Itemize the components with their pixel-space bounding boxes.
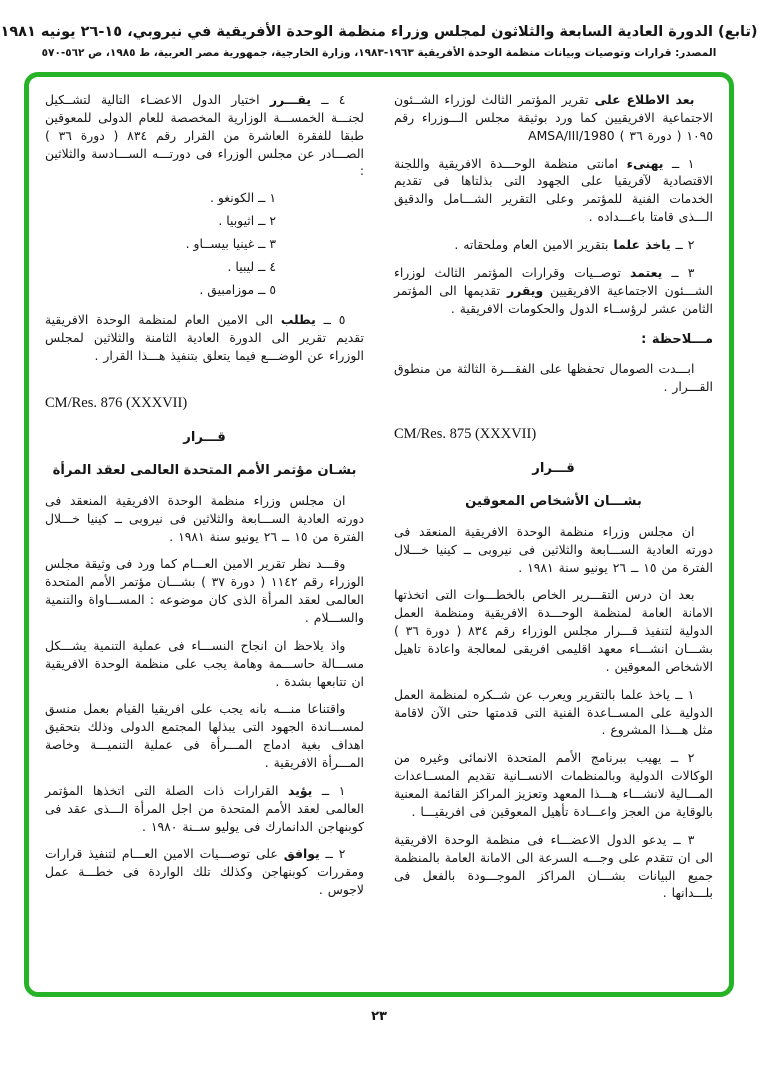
page-number: ٢٣ <box>371 1009 387 1024</box>
note-heading <box>394 331 713 350</box>
list-item: ٢ ــ اثيوبيا . <box>218 213 276 229</box>
text-segment: CM/Res. 876 (XXXVII) <box>45 394 188 411</box>
column-right <box>394 91 713 984</box>
bold-text-segment: ياخذ علما <box>613 237 671 253</box>
text-segment: واقتناعا منـــه بانه يجب على افريقيا القيام بعمل منسق لمســـاندة الجهود التى يبذلها المجتمع الدولى وذلك بتحقيق اهداف بغية ادماج المـــرأة فى عملية التنميـــة وخاصة المـــرأة الافريقية . <box>45 701 364 771</box>
text-segment: توصــيات وقرارات المؤتمر الثالث لوزراء الشـــئون الاجتماعية الافريقيين <box>394 264 713 298</box>
text-segment: AMSA/III/1980 <box>528 127 615 143</box>
text-segment: CM/Res. 875 (XXXVII) <box>394 425 537 442</box>
resolution-heading <box>394 461 713 476</box>
text-segment: ١ ــ <box>663 155 695 171</box>
text-segment: اختيار الدول الاعضـاء التالية لتشــكيل لجنـــة الخمســـة الوزارية المخصصة للعام الدولى للمعوقين طبقا للفقرة العاشرة من القرار رقم ٨٣٤ ( دورة ٣٦ ) الصـــادر عن مجلس الوزراء فى دورتـــه الســـادسة والثلاثين : <box>45 92 364 179</box>
bold-text-segment: قـــرار <box>532 460 575 476</box>
bold-text-segment: ويقرر <box>507 282 544 298</box>
paragraph <box>394 264 713 318</box>
text-segment: امانتى منظمة الوحـــدة الافريقية واللجنة الاقتصادية لآفريقيا على الجهود التى بذلتاها فى تقديم الخدمات الفنية للمؤتمر وعلى التقرير الشـــامل والدقيق الـــذى قامتا باعـــداده . <box>394 155 713 225</box>
bold-text-segment: بشـان مؤتمر الأمم المتحدة العالمى لعقد المرأة <box>52 462 357 478</box>
text-segment: ان مجلس وزراء منظمة الوحدة الافريقية المنعقد فى دورته العادية الســـابعة والثلاثين فى نيروبى ــ كينيا خـــلال الفترة من ١٥ ــ ٢٦ يونيو سنة ١٩٨١ . <box>394 523 713 575</box>
list-item: ٣ ــ غينيا بيســاو . <box>185 236 276 252</box>
header-title: (تابع) الدورة العادية السابعة والثلاثون لمجلس وزراء منظمة الوحدة الأفريقية في نيروبي، ١٥-٢٦ يونيه ١٩٨١ <box>0 24 758 40</box>
list-item: ٥ ــ موزامبيق . <box>199 282 276 298</box>
paragraph <box>45 637 364 691</box>
text-segment: ٣ ــ <box>662 264 695 280</box>
resolution-number <box>394 426 713 443</box>
bold-text-segment: يؤيد <box>288 782 313 798</box>
bold-text-segment: يطلب <box>280 312 316 328</box>
bold-text-segment: يعتمد <box>630 264 663 280</box>
paragraph <box>394 686 713 740</box>
paragraph <box>394 155 713 226</box>
paragraph <box>394 236 713 254</box>
text-segment: ٢ ــ <box>319 846 346 862</box>
paragraph <box>45 782 364 836</box>
resolution-heading <box>394 494 713 509</box>
text-segment: على توصـــيات الامين العـــام لتنفيذ قرارات ومقررات كوبنهاجن وكذلك تلك الواردة فى خطـــة عمل لاجوس . <box>45 846 364 898</box>
text-segment: ٢ ــ <box>670 237 695 253</box>
paragraph <box>394 749 713 820</box>
bold-text-segment: يقـــرر <box>269 92 311 107</box>
text-segment: ان مجلس وزراء منظمة الوحدة الافريقية المنعقد فى دورته العادية الســـابعة والثلاثين فى نيروبى ــ كينيا خـــلال الفترة من ١٥ ــ ٢٦ يونيو سنة ١٩٨١ . <box>45 492 364 544</box>
text-segment: الى الامين العام لمنظمة الوحدة الافريقية تقديم تقرير الى الدورة العادية الثامنة والثلاثين لمجلس الوزراء عن الوضـــع فيما يتعلق بتنفيذ هـــذا القرار . <box>45 312 364 364</box>
paragraph <box>45 700 364 771</box>
bold-text-segment: يوافق <box>283 846 320 862</box>
text-segment: ٣ ــ يدعو الدول الاعضـــاء فى منظمة الوحدة الافريقية الى ان تتقدم على وجـــه السرعة الى الامانة العامة بالمنظمة جميع البيانات بشـــان المراكز الموجـــودة بالفعل فى بلـــدانها . <box>394 831 713 901</box>
list-item: ٤ ــ ليبيا . <box>227 259 276 275</box>
member-states-list <box>45 190 364 297</box>
paragraph <box>45 845 364 899</box>
text-segment: ٤ ــ <box>310 92 346 107</box>
header-source: المصدر: قرارات وتوصيات وبيانات منظمة الوحدة الأفريقية ١٩٦٣-١٩٨٣، وزارة الخارجية، جمهورية مصر العربية، ط ١٩٨٥، ص ٥٦٢-٥٧٠ <box>41 47 717 59</box>
bold-text-segment: قـــرار <box>183 429 226 445</box>
text-segment: بتقرير الامين العام وملحقاته . <box>454 237 614 253</box>
text-segment: القرارات ذات الصلة التى اتخذها المؤتمر العالمى لعقد الأمم المتحدة من اجل المرأة الـــذى عقد فى كوبنهاجن الدانمارك فى يوليو ســنة ١٩٨٠ . <box>45 782 364 834</box>
paragraph <box>394 91 713 145</box>
text-segment: تقديمها الى المؤتمر الثامن عشر لرؤســاء الدول والحكومات الافريقية . <box>394 282 713 316</box>
bold-text-segment: بعد الاطلاع على <box>588 92 695 107</box>
paragraph <box>394 360 713 396</box>
paragraph <box>45 311 364 365</box>
page-header <box>0 0 758 59</box>
text-segment: واذ يلاحظ ان انجاح النســـاء فى عملية التنمية يشـــكل مســـالة حاســـمة وهامة يجب على منظمة الوحدة الافريقية ان تتابعها بشدة . <box>45 637 364 689</box>
text-segment: تقرير المؤتمر الثالث لوزراء الشــئون الاجتماعية الافريقيين كما ورد بوثيقة مجلس الـــوزراء رقم ١٠٩٥ ( دورة ٣٦ ) <box>394 92 713 143</box>
paragraph <box>394 831 713 902</box>
paragraph <box>45 555 364 626</box>
list-item: ١ ــ الكونغو . <box>210 190 276 206</box>
column-left <box>45 91 364 984</box>
paragraph <box>45 492 364 546</box>
columns-container <box>29 77 729 992</box>
text-segment: ١ ــ ياخذ علما بالتقرير ويعرب عن شــكره لمنظمة العمل الدولية على المســاعدة الفنية التى قدمتها حتى الآن لاقامة مثل هـــذا المشروع . <box>394 686 713 738</box>
text-segment: ٥ ــ <box>315 312 346 328</box>
text-segment: بعد ان درس التقـــرير الخاص بالخطـــوات التى اتخذتها الامانة العامة لمنظمة الوحـــدة الافريقية ومنظمة العمل الدولية لتنفيذ قـــرار مجلس الوزراء رقم ٨٣٤ ( دورة ٣٦ ) بشـــان انشـــاء معهد اقليمى افريقى لمعالجة واعادة تاهيل الاشخاص المعوقين . <box>394 587 713 674</box>
text-segment: وقـــد نظر تقرير الامين العـــام كما ورد فى وثيقة مجلس الوزراء رقم ١١٤٢ ( دورة ٣٧ ) بشـــان مؤتمر الأمم المتحدة العالمى لعقد المرأة الذى كان موضوعه : المســـاواة والتنمية والســـلام . <box>45 556 364 626</box>
text-segment: ابـــدت الصومال تحفظها على الفقـــرة الثالثة من منطوق القـــرار . <box>394 361 713 395</box>
paragraph <box>45 91 364 180</box>
paragraph <box>394 523 713 577</box>
bold-text-segment: يهنىء <box>626 155 664 171</box>
resolution-number <box>45 395 364 412</box>
paragraph <box>394 586 713 675</box>
bold-text-segment: بشـــان الأشخاص المعوقين <box>465 493 642 509</box>
bold-text-segment: مـــلاحظة : <box>641 332 713 348</box>
resolution-heading <box>45 463 364 478</box>
text-segment: ١ ــ <box>312 782 346 798</box>
text-segment: ٢ ــ يهيب ببرنامج الأمم المتحدة الانمائى وغيره من الوكالات الدولية وبالمنظمات الانســانية تقديم المســاعدات المـــالية لانشـــاء هـــذا المعهد وتعزيز المراكز القائمة المعنية بالوقاية من العجز واعـــادة تأهيل المعوقين فى افريقيـــا . <box>394 750 713 819</box>
content-frame <box>24 72 734 997</box>
resolution-heading <box>45 430 364 445</box>
